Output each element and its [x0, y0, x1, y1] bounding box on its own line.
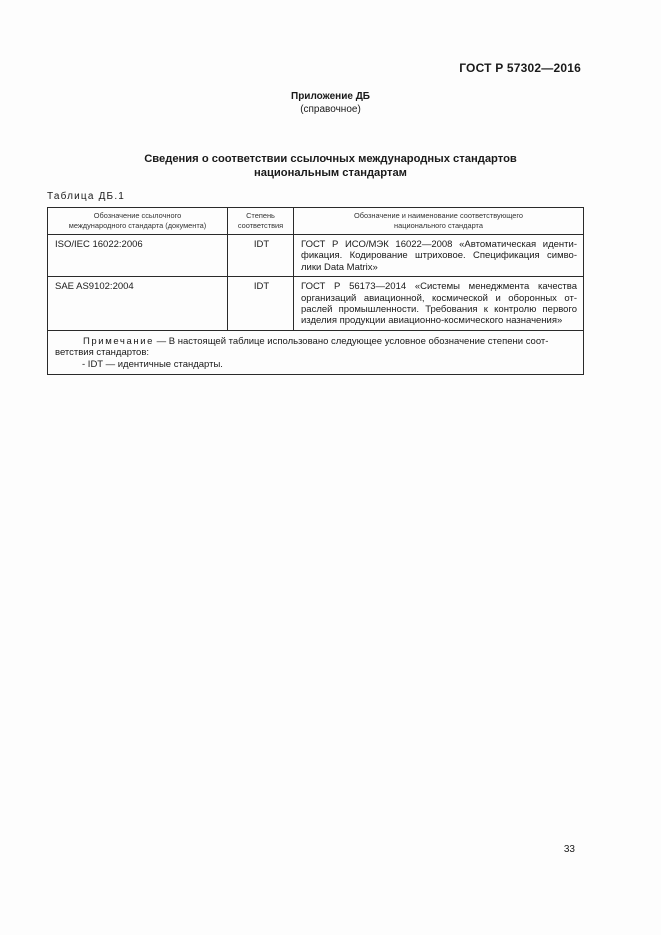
- appendix-subtitle: (справочное): [300, 103, 361, 115]
- section-title-line-2: национальным стандартам: [254, 166, 407, 179]
- page-number: 33: [563, 844, 575, 855]
- header-national-standard: [294, 208, 584, 235]
- cell-intl-standard: ISO/IEC 16022:2006: [48, 235, 228, 277]
- cell-degree: IDT: [228, 277, 294, 331]
- header-degree-line-1: Степень: [246, 211, 275, 220]
- header-national-line-2: национального стандарта: [394, 221, 483, 230]
- section-title: [0, 153, 661, 180]
- table-note: [48, 330, 584, 374]
- table-label: Таблица ДБ.1: [47, 191, 126, 202]
- section-title-line-1: Сведения о соответствии ссылочных международных стандартов: [144, 153, 517, 165]
- table-header-row: [48, 208, 584, 235]
- header-degree-line-2: соответствия: [237, 221, 284, 230]
- note-heading: Примечание: [83, 335, 154, 347]
- appendix-heading: [0, 91, 661, 116]
- standards-table: [47, 207, 584, 375]
- table-row: [48, 235, 584, 277]
- note-item: - IDT — идентичные стандарты.: [82, 358, 223, 370]
- table-row: [48, 277, 584, 331]
- header-degree: [228, 208, 294, 235]
- note-text: — В настоящей таблице использовано следующее условное обозначение степени соот-ветствия стандартов:: [55, 335, 549, 359]
- header-intl-line-2: международного стандарта (документа): [68, 221, 207, 230]
- appendix-title: Приложение ДБ: [291, 91, 370, 102]
- cell-intl-standard: SAE AS9102:2004: [48, 277, 228, 331]
- cell-national-standard: ГОСТ Р ИСО/МЭК 16022—2008 «Автоматическая иденти-фикация. Кодирование штриховое. Спецификация симво-лики Data Matrix»: [294, 235, 584, 277]
- cell-national-standard: ГОСТ Р 56173—2014 «Системы менеджмента качества организаций авиационной, космической и оборонных от-раслей промышленности. Требования к контролю первого изделия продукции авиационно-космического назначения»: [294, 277, 584, 331]
- header-intl-line-1: Обозначение ссылочного: [93, 211, 182, 220]
- header-national-line-1: Обозначение и наименование соответствующего: [353, 211, 524, 220]
- header-intl-standard: [48, 208, 228, 235]
- table-note-row: [48, 330, 584, 374]
- document-code: ГОСТ Р 57302—2016: [459, 61, 581, 75]
- cell-degree: IDT: [228, 235, 294, 277]
